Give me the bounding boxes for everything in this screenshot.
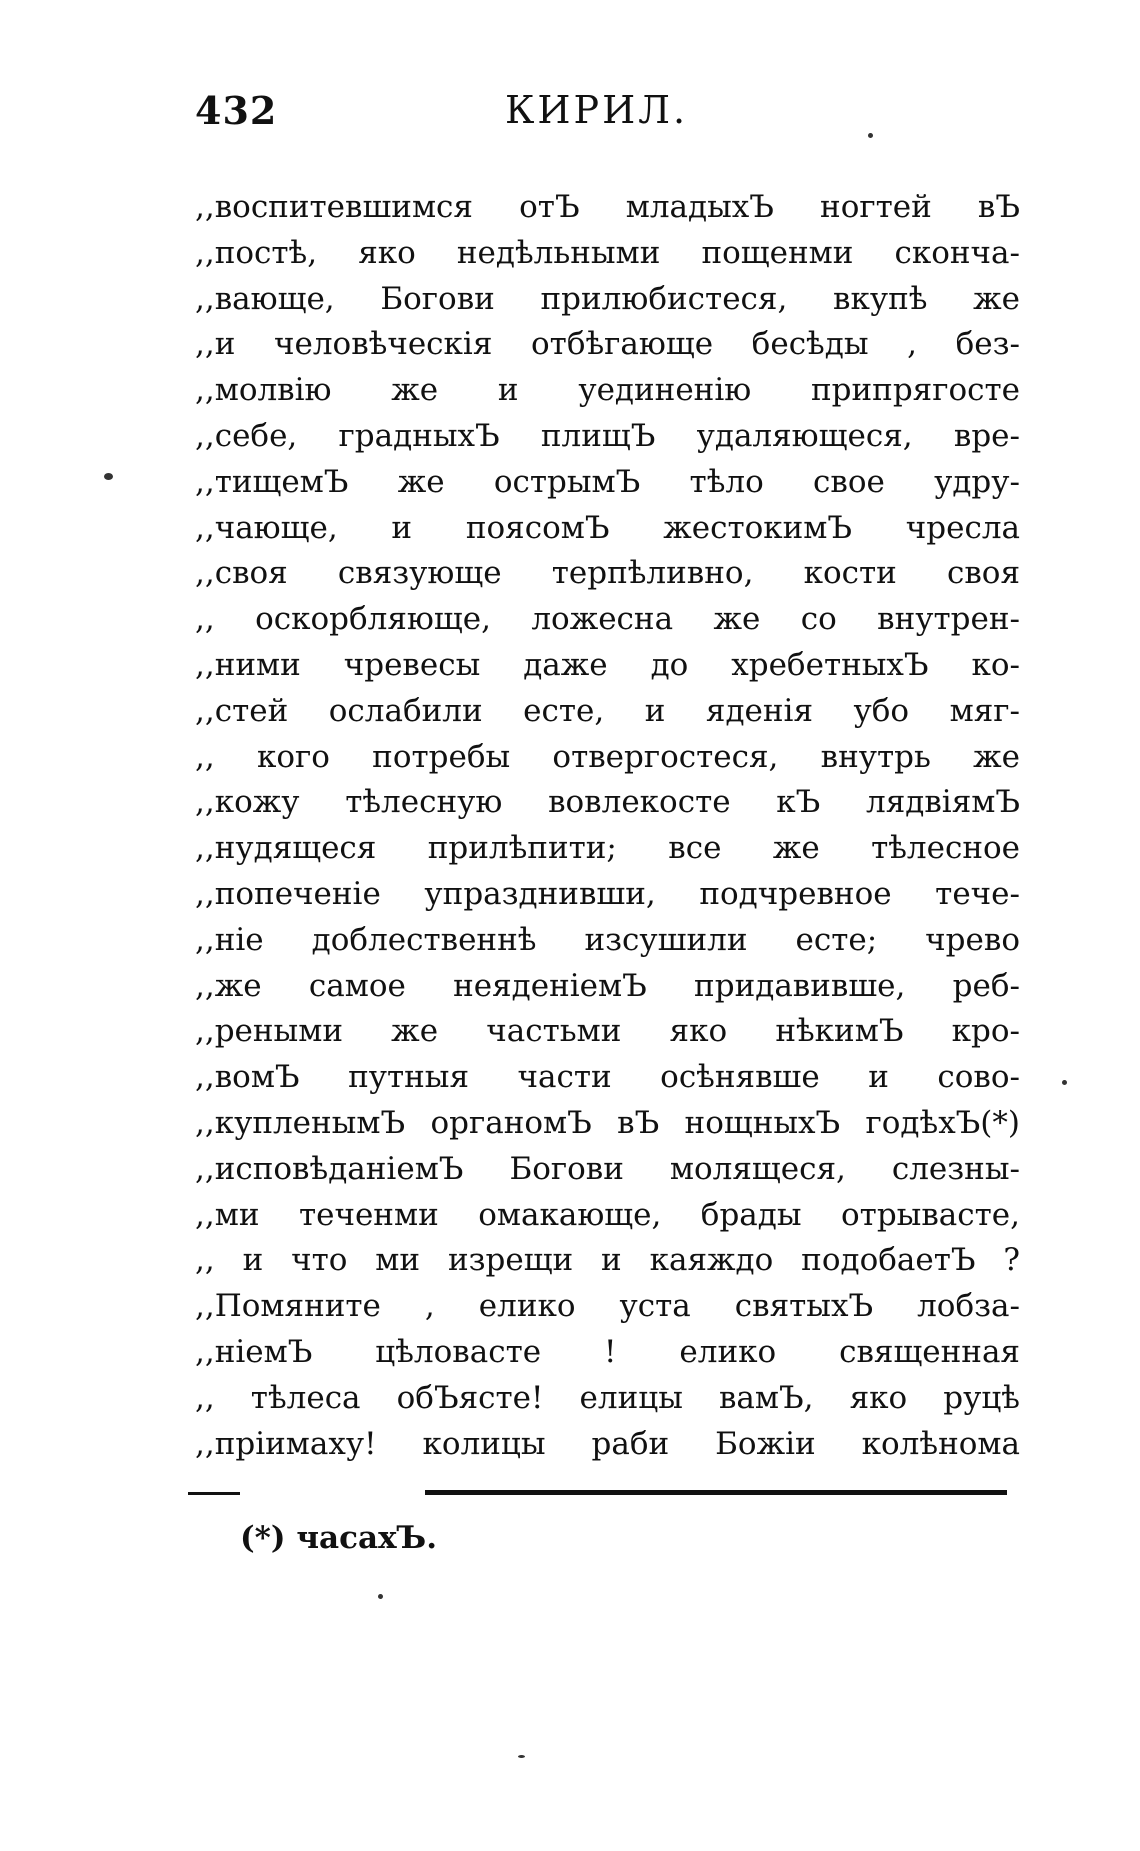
body-text [195, 185, 1020, 1467]
text-line: ,,вомЪ путныя части осѣнявше и сово- [195, 1059, 1020, 1096]
text-line: ,,себе, градныхЪ плищЪ удаляющеся, вре- [195, 417, 1020, 454]
print-speck [378, 1594, 383, 1599]
text-line: ,,исповѣданіемЪ Богови молящеся, слезны- [195, 1150, 1020, 1187]
footnote: (*) часахЪ. [240, 1520, 438, 1556]
footnote-rule [425, 1490, 1007, 1495]
text-line: ,,тищемЪ же острымЪ тѣло свое удру- [195, 463, 1020, 500]
text-line: ,,ніе доблественнѣ изсушили есте; чрево [195, 921, 1020, 958]
text-line: ,,попеченіе упразднивши, подчревное тече- [195, 875, 1020, 912]
text-line: ,, оскорбляюще, ложесна же со внутрен- [195, 601, 1020, 638]
text-line: ,,воспитевшимся отЪ младыхЪ ногтей вЪ [195, 189, 1020, 225]
page-header [195, 88, 1035, 148]
text-line: ,,нудящеся прилѣпити; все же тѣлесное [195, 830, 1020, 867]
text-line: ,,своя связующе терпѣливно, кости своя [195, 555, 1020, 592]
running-head: КИРИЛ. [505, 88, 689, 132]
text-line: ,,ними чревесы даже до хребетныхЪ ко- [195, 646, 1020, 683]
text-line: ,,постѣ, яко недѣльными пощенми сконча- [195, 234, 1020, 271]
text-line: ,, и что ми изрещи и каяждо подобаетЪ ? [195, 1242, 1020, 1279]
text-line: ,,ніемЪ цѣловасте ! елико священная [195, 1333, 1020, 1370]
text-line: ,,Помяните , елико уста святыхЪ лобза- [195, 1288, 1020, 1325]
text-line: ,,пріимаху! колицы раби Божіи колѣнома [195, 1425, 1020, 1462]
print-speck [104, 473, 113, 480]
text-line: ,, тѣлеса обЪясте! елицы вамЪ, яко руцѣ [195, 1379, 1020, 1416]
text-line: ,,вающе, Богови прилюбистеся, вкупѣ же [195, 280, 1020, 317]
page-number: 432 [195, 88, 278, 133]
footnote-rule-short [188, 1492, 240, 1495]
text-line: ,,и человѣческія отбѣгающе бесѣды , без- [195, 326, 1020, 363]
text-line: ,,ми теченми омакающе, брады отрывасте, [195, 1196, 1020, 1233]
text-line: ,,чающе, и поясомЪ жестокимЪ чресла [195, 509, 1020, 546]
text-line: ,, кого потребы отвергостеся, внутрь же [195, 738, 1020, 775]
text-line: ,,купленымЪ органомЪ вЪ нощныхЪ годѣхЪ(*) [195, 1104, 1020, 1141]
text-line: ,,молвію же и уединенію припрягосте [195, 372, 1020, 409]
text-line: ,,стей ослабили есте, и яденія убо мяг- [195, 692, 1020, 729]
text-line: ,,реными же частьми яко нѣкимЪ кро- [195, 1013, 1020, 1050]
text-line: ,,же самое неяденіемЪ придавивше, реб- [195, 967, 1020, 1004]
print-speck [1062, 1080, 1067, 1085]
print-speck [518, 1755, 525, 1758]
text-line: ,,кожу тѣлесную вовлекосте кЪ лядвіямЪ [195, 784, 1020, 821]
print-speck [868, 133, 873, 138]
